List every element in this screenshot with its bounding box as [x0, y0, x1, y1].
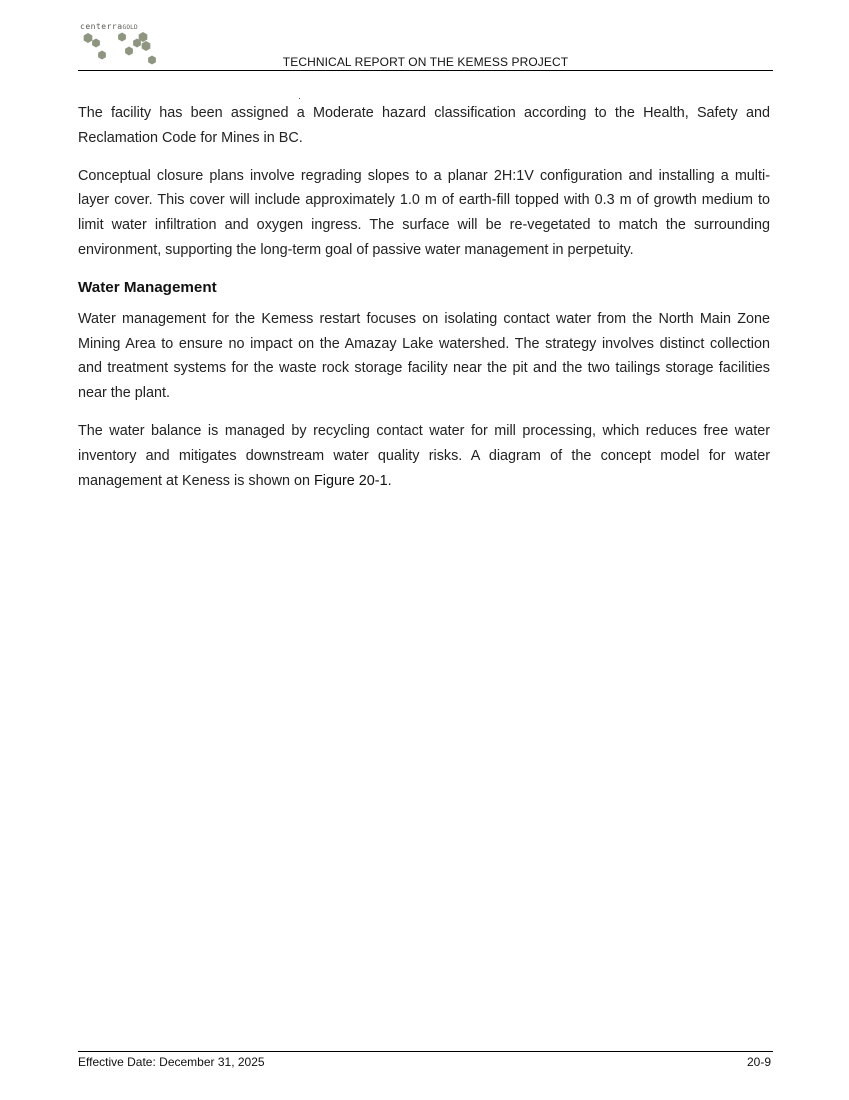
stray-mark — [299, 98, 300, 99]
figure-reference-link[interactable]: Figure 20-1 — [313, 472, 388, 489]
paragraph-closure-plans: Conceptual closure plans involve regrading slopes to a planar 2H:1V configuration and installing a multi-layer cover. This cover will include approximately 1.0 m of earth-fill topped with 0.3 m of growth medium to limit water infiltration and oxygen ingress. The surface will be re-vegetated to match the surrounding environment, supporting the long-term goal of passive water management in perpetuity. — [78, 167, 770, 258]
effective-date: Effective Date: December 31, 2025 — [78, 1055, 265, 1069]
page-body — [78, 101, 770, 506]
page-number: 20-9 — [746, 1055, 771, 1069]
logo-brand-text: centerra — [80, 22, 123, 31]
footer-divider — [78, 1051, 773, 1052]
logo-hexagon-1 — [84, 33, 93, 43]
logo-hexagon-2 — [92, 39, 100, 48]
logo-brand-suffix: GOLD — [122, 24, 138, 31]
paragraph-hazard-classification: The facility has been assigned a Moderate hazard classification according to the Health, Safety and Reclamation Code for Mines in BC. — [78, 105, 770, 146]
header-divider — [78, 70, 773, 71]
water-balance-text: The water balance is managed by recycling contact water for mill processing, which reduces free water inventory and mitigates downstream water quality risks. A diagram of the concept model for water management at Keness is shown on — [78, 422, 770, 489]
logo-hexagon-3 — [118, 33, 126, 42]
section-heading-water-management: Water Management — [78, 278, 217, 296]
water-balance-text-end: . — [387, 472, 392, 489]
logo-wordmark — [80, 22, 138, 31]
paragraph-water-balance — [78, 419, 770, 493]
report-title: TECHNICAL REPORT ON THE KEMESS PROJECT — [282, 55, 569, 69]
paragraph-water-management: Water management for the Kemess restart focuses on isolating contact water from the North Main Zone Mining Area to ensure no impact on the Amazay Lake watershed. The strategy involves distinct collection and treatment systems for the waste rock storage facility near the pit and the two tailings storage facilities near the plant. — [78, 310, 770, 402]
logo-hexagon-6 — [142, 41, 151, 51]
